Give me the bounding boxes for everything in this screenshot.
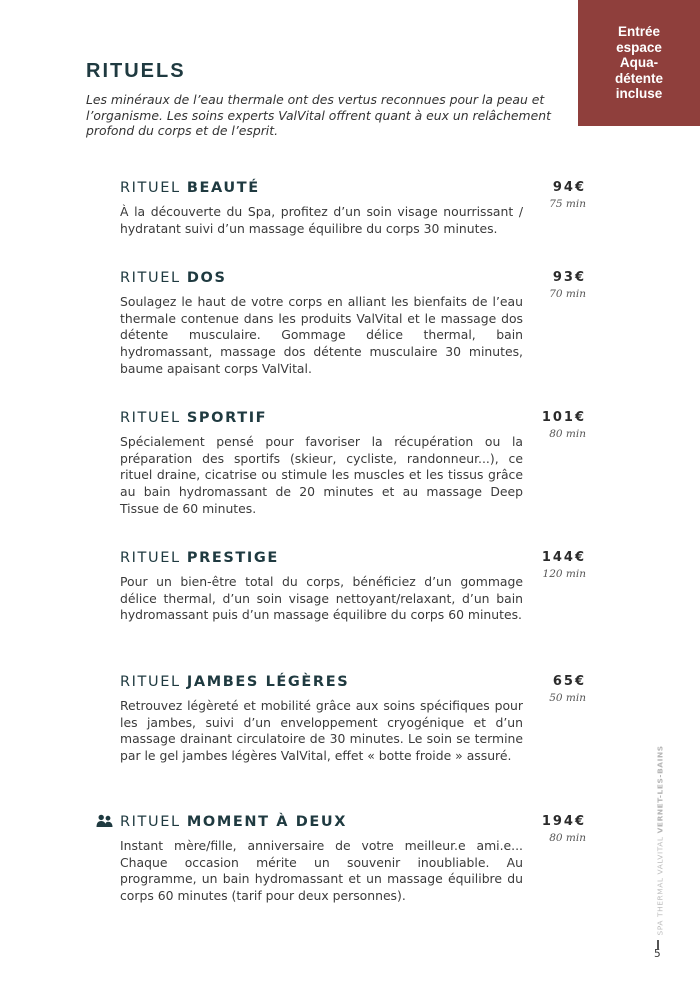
ritual-price-box <box>506 410 586 440</box>
badge-line: incluse <box>615 86 663 102</box>
side-label-bold: VERNET-LES-BAINS <box>655 745 665 834</box>
ritual-duration: 50 min <box>549 692 586 704</box>
ritual-price: 94€ <box>552 180 586 195</box>
ritual-price-box <box>506 814 586 844</box>
ritual-price: 93€ <box>552 270 586 285</box>
ritual-description: Retrouvez légèreté et mobilité grâce aux soins spécifiques pour les jambes, suivi d’un enveloppement cryogénique et d’un massage drainant circulatoire de 30 minutes. Le soin se termine par le gel jambes légères ValVital, effet « botte froide » assuré. <box>120 698 523 764</box>
ritual-duration: 70 min <box>549 288 586 300</box>
two-people-icon <box>96 814 113 828</box>
ritual-description: À la découverte du Spa, profitez d’un soin visage nourrissant / hydratant suivi d’un massage équilibre du corps 30 minutes. <box>120 204 523 236</box>
ritual-price: 65€ <box>552 674 586 689</box>
ritual-prefix: RITUEL <box>120 814 181 830</box>
ritual-description: Instant mère/fille, anniversaire de votre meilleur.e ami.e... Chaque occasion mérite un souvenir inoubliable. Au programme, un bain hydromassant et un massage équilibre du corps 60 minutes (tarif pour deux personnes). <box>120 838 523 904</box>
side-label-regular: SPA THERMAL VALVITAL <box>655 833 665 936</box>
ritual-name: JAMBES LÉGÈRES <box>186 674 350 690</box>
page-number: 5 <box>654 948 661 960</box>
side-label <box>651 741 665 937</box>
ritual-duration: 80 min <box>549 428 586 440</box>
ritual-price: 194€ <box>541 814 586 829</box>
ritual-prefix: RITUEL <box>120 410 181 426</box>
ritual-name: PRESTIGE <box>186 550 279 566</box>
aqua-detente-badge <box>578 0 700 126</box>
ritual-duration: 75 min <box>549 198 586 210</box>
ritual-description: Soulagez le haut de votre corps en alliant les bienfaits de l’eau thermale contenue dans les produits ValVital et le massage dos détente musculaire. Gommage délice thermal, bain hydromassant, massage dos détente musculaire 30 minutes, baume apaisant corps ValVital. <box>120 294 523 376</box>
ritual-prefix: RITUEL <box>120 674 181 690</box>
ritual-price-box <box>506 180 586 210</box>
ritual-price-box <box>506 270 586 300</box>
ritual-price-box <box>506 550 586 580</box>
page-title: RITUELS <box>86 60 186 82</box>
ritual-description: Spécialement pensé pour favoriser la récupération ou la préparation des sportifs (skieur, cycliste, randonneur...), ce rituel draine, cicatrise ou stimule les muscles et les tissus grâce au bain hydromassant de 20 minutes et au massage Deep Tissue de 60 minutes. <box>120 434 523 516</box>
ritual-duration: 120 min <box>542 568 586 580</box>
ritual-prefix: RITUEL <box>120 550 181 566</box>
ritual-prefix: RITUEL <box>120 270 181 286</box>
badge-line: espace <box>616 39 662 55</box>
ritual-prefix: RITUEL <box>120 180 181 196</box>
badge-line: Entrée <box>617 24 661 40</box>
badge-line: Aqua- <box>619 55 659 71</box>
ritual-price: 101€ <box>541 410 586 425</box>
ritual-description: Pour un bien-être total du corps, bénéficiez d’un gommage délice thermal, d’un soin visage nettoyant/relaxant, d’un bain hydromassant puis d’un massage équilibre du corps 60 minutes. <box>120 574 523 623</box>
ritual-name: BEAUTÉ <box>186 180 260 196</box>
ritual-price-box <box>506 674 586 704</box>
badge-line: détente <box>614 70 663 86</box>
ritual-name: MOMENT À DEUX <box>186 814 348 830</box>
ritual-duration: 80 min <box>549 832 586 844</box>
intro-text: Les minéraux de l’eau thermale ont des vertus reconnues pour la peau et l’organisme. Les soins experts ValVital offrent quant à eux un relâchement profond du corps et de l’esprit. <box>86 92 551 138</box>
side-label-text <box>656 740 665 936</box>
ritual-name: DOS <box>186 270 227 286</box>
ritual-name: SPORTIF <box>186 410 268 426</box>
ritual-price: 144€ <box>541 550 586 565</box>
